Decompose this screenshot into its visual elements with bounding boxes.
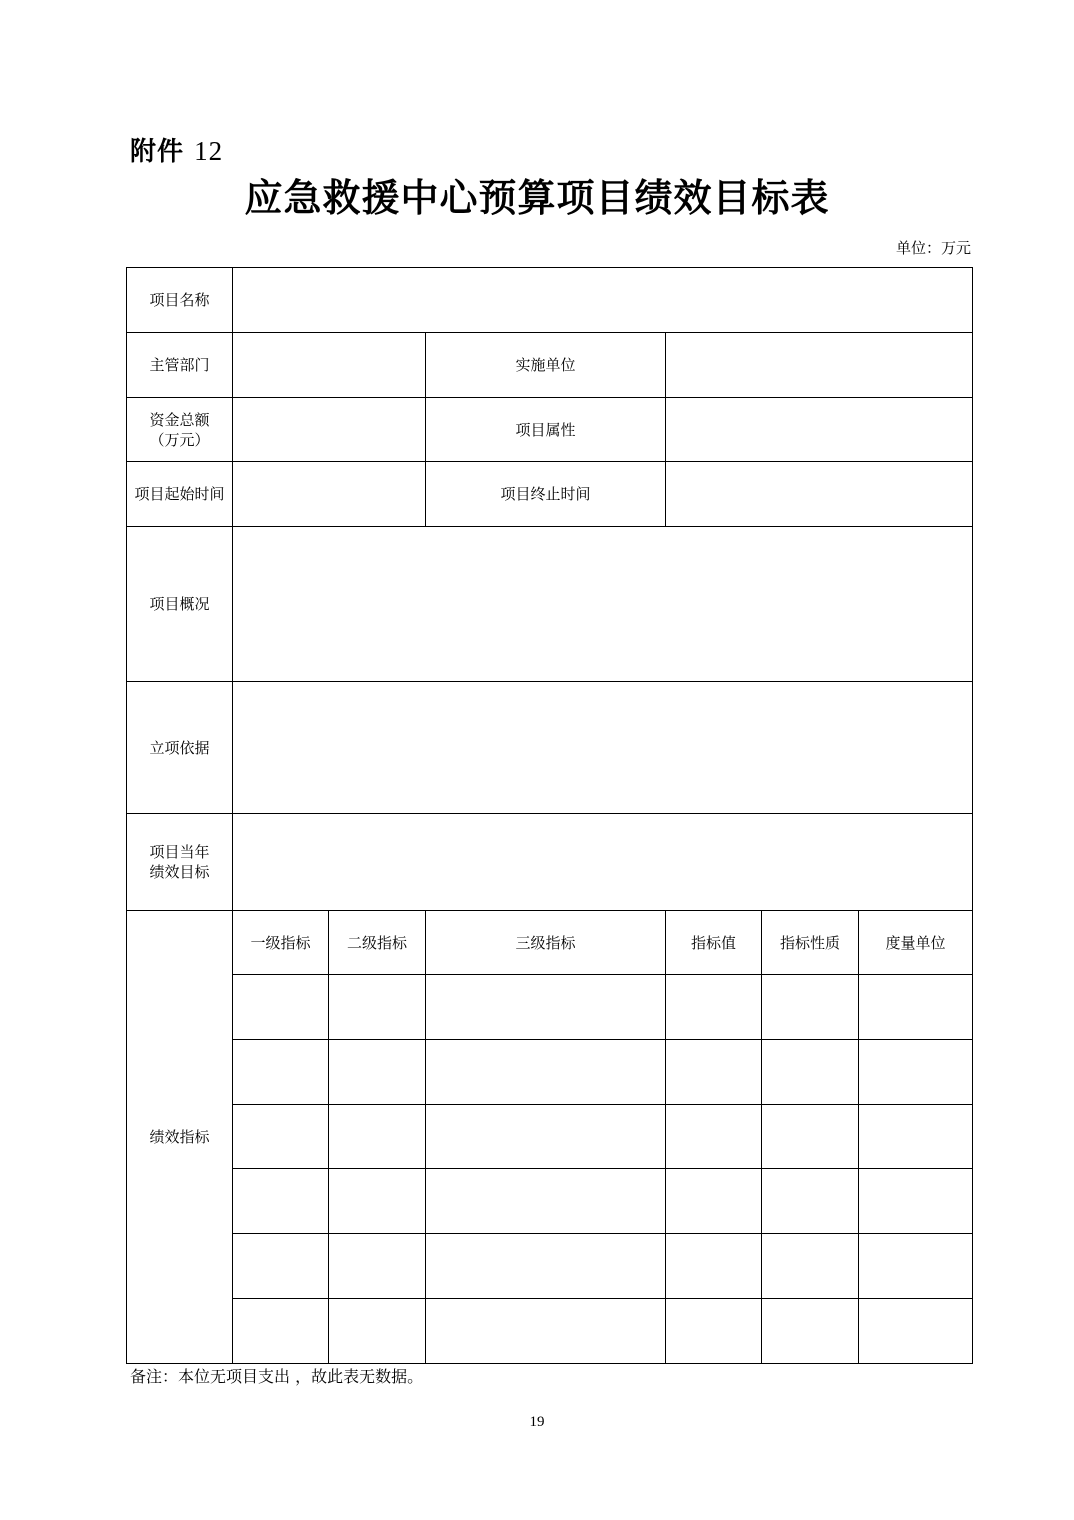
indicators-label: 绩效指标 (127, 911, 233, 1364)
row-time (127, 462, 973, 527)
cell-unit[interactable] (859, 975, 973, 1040)
cell-level2[interactable] (329, 975, 426, 1040)
project-name-value[interactable] (233, 268, 973, 333)
cell-nature[interactable] (762, 1105, 859, 1169)
start-time-label: 项目起始时间 (127, 462, 233, 527)
footnote: 备注：本位无项目支出 ，故此表无数据。 (130, 1367, 424, 1386)
cell-nature[interactable] (762, 1040, 859, 1105)
total-funds-value[interactable] (233, 398, 426, 462)
cell-level1[interactable] (233, 1299, 329, 1364)
competent-dept-label: 主管部门 (127, 333, 233, 398)
row-overview (127, 527, 973, 682)
annual-goal-value[interactable] (233, 814, 973, 911)
cell-level2[interactable] (329, 1299, 426, 1364)
cell-nature[interactable] (762, 1169, 859, 1234)
implementing-unit-label: 实施单位 (426, 333, 666, 398)
indicator-row (127, 1169, 973, 1234)
cell-unit[interactable] (859, 1105, 973, 1169)
header-level1-indicator: 一级指标 (233, 911, 329, 975)
annual-goal-label (127, 814, 233, 911)
basis-value[interactable] (233, 682, 973, 814)
performance-goal-table (126, 267, 973, 1364)
cell-value[interactable] (666, 975, 762, 1040)
indicator-header-row (127, 911, 973, 975)
cell-level2[interactable] (329, 1105, 426, 1169)
cell-level3[interactable] (426, 1169, 666, 1234)
implementing-unit-value[interactable] (666, 333, 973, 398)
cell-value[interactable] (666, 1299, 762, 1364)
end-time-value[interactable] (666, 462, 973, 527)
indicator-row (127, 1040, 973, 1105)
cell-unit[interactable] (859, 1169, 973, 1234)
cell-level2[interactable] (329, 1234, 426, 1299)
competent-dept-value[interactable] (233, 333, 426, 398)
cell-level1[interactable] (233, 1105, 329, 1169)
indicator-row (127, 1299, 973, 1364)
indicator-row (127, 975, 973, 1040)
cell-unit[interactable] (859, 1299, 973, 1364)
cell-value[interactable] (666, 1169, 762, 1234)
attachment-heading (130, 134, 223, 169)
cell-level2[interactable] (329, 1040, 426, 1105)
start-time-value[interactable] (233, 462, 426, 527)
header-measure-unit: 度量单位 (859, 911, 973, 975)
header-indicator-value: 指标值 (666, 911, 762, 975)
page-title: 应急救援中心预算项目绩效目标表 (244, 175, 830, 220)
cell-value[interactable] (666, 1040, 762, 1105)
header-level2-indicator: 二级指标 (329, 911, 426, 975)
page-number: 19 (529, 1414, 545, 1430)
project-attribute-value[interactable] (666, 398, 973, 462)
attachment-label: 附件 (130, 137, 185, 167)
header-indicator-nature: 指标性质 (762, 911, 859, 975)
cell-level3[interactable] (426, 1234, 666, 1299)
cell-level1[interactable] (233, 1169, 329, 1234)
cell-value[interactable] (666, 1234, 762, 1299)
cell-level3[interactable] (426, 975, 666, 1040)
row-basis (127, 682, 973, 814)
cell-level2[interactable] (329, 1169, 426, 1234)
cell-level3[interactable] (426, 1105, 666, 1169)
row-competent-dept (127, 333, 973, 398)
cell-nature[interactable] (762, 1299, 859, 1364)
cell-unit[interactable] (859, 1234, 973, 1299)
annual-goal-label-line1: 项目当年 (149, 843, 210, 861)
annual-goal-label-line2: 绩效目标 (149, 863, 210, 881)
overview-label: 项目概况 (127, 527, 233, 682)
indicator-row (127, 1234, 973, 1299)
total-funds-label-line2: （万元） (149, 430, 210, 449)
basis-label: 立项依据 (127, 682, 233, 814)
cell-level1[interactable] (233, 1234, 329, 1299)
row-project-name (127, 268, 973, 333)
total-funds-label-line1: 资金总额 (149, 410, 210, 429)
unit-label: 单位：万元 (895, 239, 971, 257)
cell-nature[interactable] (762, 975, 859, 1040)
cell-value[interactable] (666, 1105, 762, 1169)
indicator-row (127, 1105, 973, 1169)
cell-level1[interactable] (233, 1040, 329, 1105)
cell-level1[interactable] (233, 975, 329, 1040)
row-total-funds (127, 398, 973, 462)
project-attribute-label: 项目属性 (426, 398, 666, 462)
header-level3-indicator: 三级指标 (426, 911, 666, 975)
attachment-number: 12 (194, 136, 224, 166)
cell-level3[interactable] (426, 1040, 666, 1105)
row-annual-goal (127, 814, 973, 911)
project-name-label: 项目名称 (127, 268, 233, 333)
overview-value[interactable] (233, 527, 973, 682)
cell-unit[interactable] (859, 1040, 973, 1105)
cell-nature[interactable] (762, 1234, 859, 1299)
total-funds-label (127, 398, 233, 462)
end-time-label: 项目终止时间 (426, 462, 666, 527)
cell-level3[interactable] (426, 1299, 666, 1364)
